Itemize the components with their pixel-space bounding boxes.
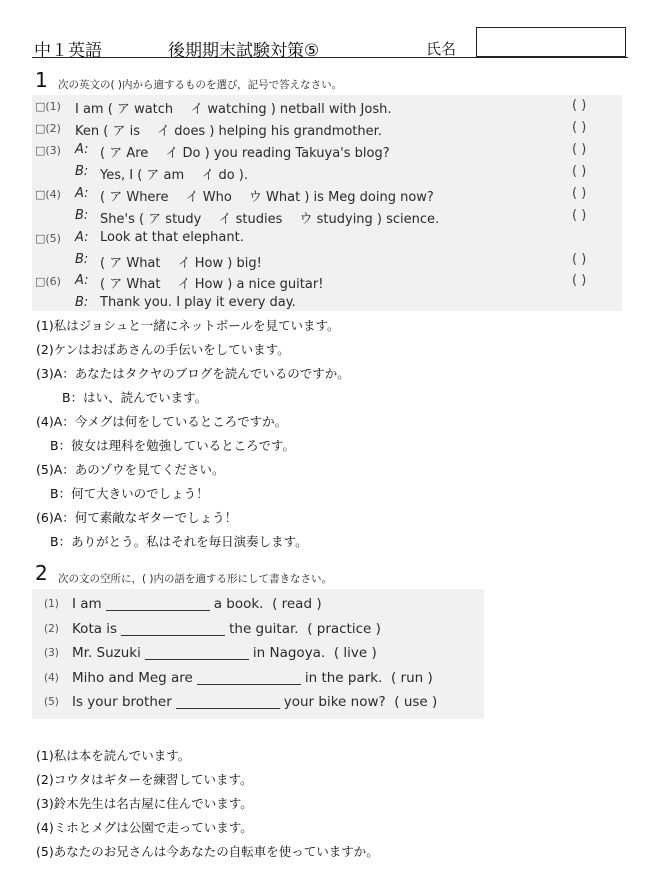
worksheet-title: 後期期末試験対策⑤ bbox=[168, 41, 320, 61]
translation-line: (3)A：あなたはタクヤのブログを読んでいるのですか。 bbox=[36, 366, 350, 381]
question-text: ( ア Are イ Do ) you reading Takuya's blog? bbox=[100, 146, 390, 161]
speaker-label: B: bbox=[75, 208, 89, 223]
translation-line: B：何て大きいのでしょう！ bbox=[50, 486, 209, 501]
translation-line: B：ありがとう。私はそれを毎日演奏します。 bbox=[50, 534, 308, 549]
fill-in-question bbox=[72, 596, 322, 612]
question-number: (3) bbox=[44, 647, 59, 659]
translation-line: (4)A：今メグは何をしているところですか。 bbox=[36, 414, 288, 429]
question-text-after: in the park. bbox=[304, 670, 383, 686]
question-number: □(2) bbox=[35, 122, 61, 135]
answer-blank[interactable] bbox=[176, 694, 280, 709]
translation-line: B：はい、読んでいます。 bbox=[62, 390, 208, 405]
speaker-label: A: bbox=[75, 186, 89, 201]
question-number: □(1) bbox=[35, 100, 61, 113]
fill-in-question bbox=[72, 694, 437, 710]
word-hint: ( use ) bbox=[394, 694, 438, 710]
question-text: ( ア What イ How ) a nice guitar! bbox=[100, 277, 324, 292]
answer-blank[interactable] bbox=[106, 596, 210, 611]
question-text: ( ア What イ How ) big! bbox=[100, 256, 262, 271]
answer-blank[interactable]: ( ) bbox=[572, 120, 587, 135]
word-hint: ( live ) bbox=[333, 645, 377, 661]
translation-line: (5)A：あのゾウを見てください。 bbox=[36, 462, 225, 477]
question-text: She's ( ア study イ studies ウ studying ) science. bbox=[100, 212, 440, 227]
question-number: □(4) bbox=[35, 188, 61, 201]
question-text-before: Miho and Meg are bbox=[72, 670, 193, 686]
word-hint: ( run ) bbox=[390, 670, 433, 686]
speaker-label: B: bbox=[75, 164, 89, 179]
translation-line: (4)ミホとメグは公園で走っています。 bbox=[36, 820, 253, 835]
question-text-after: your bike now? bbox=[283, 694, 386, 710]
question-number: □(6) bbox=[35, 275, 61, 288]
section2-number: 2 bbox=[35, 561, 48, 585]
translation-line: B：彼女は理科を勉強しているところです。 bbox=[50, 438, 295, 453]
fill-in-question bbox=[72, 645, 377, 661]
section2-instruction: 次の文の空所に，( )内の語を適する形にして書きなさい。 bbox=[58, 573, 333, 585]
answer-blank[interactable]: ( ) bbox=[572, 142, 587, 157]
translation-line: (6)A：何て素敵なギターでしょう！ bbox=[36, 510, 238, 525]
fill-in-question bbox=[72, 621, 381, 637]
answer-blank[interactable]: ( ) bbox=[572, 98, 587, 113]
section1-instruction: 次の英文の( )内から適するものを選び，記号で答えなさい。 bbox=[58, 79, 343, 91]
question-text-before: Is your brother bbox=[72, 694, 172, 710]
translation-line: (1)私はジョシュと一緒にネットボールを見ています。 bbox=[36, 318, 340, 333]
question-number: (5) bbox=[44, 696, 59, 708]
answer-blank[interactable] bbox=[197, 670, 301, 685]
answer-blank[interactable] bbox=[121, 621, 225, 636]
question-text-before: Kota is bbox=[72, 621, 118, 637]
answer-blank[interactable]: ( ) bbox=[572, 273, 587, 288]
question-number: □(5) bbox=[35, 232, 61, 245]
question-text: I am ( ア watch イ watching ) netball with Josh. bbox=[75, 102, 392, 117]
question-number: (1) bbox=[44, 598, 59, 610]
question-text-after: a book. bbox=[213, 596, 264, 612]
speaker-label: A: bbox=[75, 230, 89, 245]
question-text-before: I am bbox=[72, 596, 102, 612]
word-hint: ( read ) bbox=[272, 596, 322, 612]
translation-line: (1)私は本を読んでいます。 bbox=[36, 748, 191, 763]
question-text-before: Mr. Suzuki bbox=[72, 645, 141, 661]
question-number: (4) bbox=[44, 672, 59, 684]
subject-label: 中１英語 bbox=[34, 41, 102, 61]
name-label: 氏名 bbox=[426, 40, 457, 58]
answer-blank[interactable]: ( ) bbox=[572, 186, 587, 201]
question-text-after: the guitar. bbox=[229, 621, 299, 637]
fill-in-question bbox=[72, 670, 433, 686]
question-text: Ken ( ア is イ does ) helping his grandmother. bbox=[75, 124, 382, 139]
name-field[interactable] bbox=[476, 27, 626, 57]
question-text: ( ア Where イ Who ウ What ) is Meg doing now? bbox=[100, 190, 434, 205]
translation-line: (2)ケンはおばあさんの手伝いをしています。 bbox=[36, 342, 290, 357]
question-number: (2) bbox=[44, 623, 59, 635]
speaker-label: B: bbox=[75, 295, 89, 310]
answer-blank[interactable]: ( ) bbox=[572, 208, 587, 223]
word-hint: ( practice ) bbox=[307, 621, 381, 637]
speaker-label: A: bbox=[75, 273, 89, 288]
answer-blank[interactable] bbox=[145, 645, 249, 660]
answer-blank[interactable]: ( ) bbox=[572, 252, 587, 267]
speaker-label: A: bbox=[75, 142, 89, 157]
question-text: Look at that elephant. bbox=[100, 230, 244, 245]
question-text-after: in Nagoya. bbox=[252, 645, 326, 661]
translation-line: (3)鈴木先生は名古屋に住んでいます。 bbox=[36, 796, 253, 811]
answer-blank[interactable]: ( ) bbox=[572, 164, 587, 179]
question-number: □(3) bbox=[35, 144, 61, 157]
section1-number: 1 bbox=[35, 68, 48, 92]
speaker-label: B: bbox=[75, 252, 89, 267]
translation-line: (5)あなたのお兄さんは今あなたの自転車を使っていますか。 bbox=[36, 844, 379, 859]
question-text: Thank you. I play it every day. bbox=[100, 295, 296, 310]
question-text: Yes, I ( ア am イ do ). bbox=[100, 168, 248, 183]
translation-line: (2)コウタはギターを練習しています。 bbox=[36, 772, 253, 787]
header-underline bbox=[32, 57, 628, 58]
